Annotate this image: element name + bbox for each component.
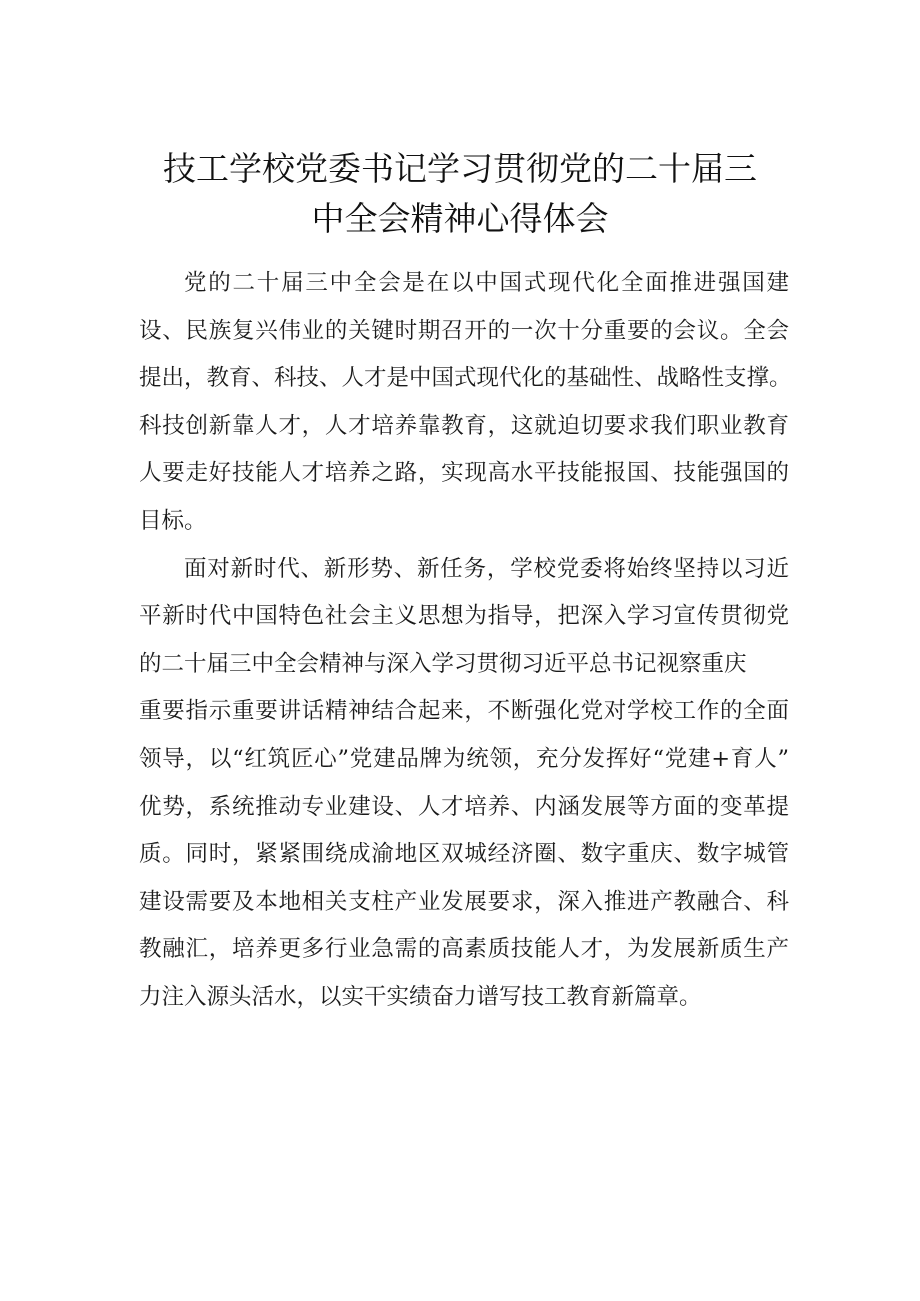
paragraph-1	[139, 260, 792, 546]
paragraph-line: 提出，教育、科技、人才是中国式现代化的基础性、战略性支撑。	[139, 365, 792, 392]
title-line: 中全会精神心得体会	[311, 199, 609, 238]
paragraph-line: 党的二十届三中全会是在以中国式现代化全面推进强国建	[184, 270, 789, 296]
title-line: 技工学校党委书记学习贯彻党的二十届三	[163, 149, 757, 188]
paragraph-line: 的二十届三中全会精神与深入学习贯彻习近平总书记视察重庆	[139, 650, 747, 677]
paragraph-line: 优势，系统推动专业建设、人才培养、内涵发展等方面的变革提	[139, 793, 789, 820]
paragraph-line: 设、民族复兴伟业的关键时期召开的一次十分重要的会议。全会	[139, 317, 789, 344]
paragraph-line: 教融汇，培养更多行业急需的高素质技能人才，为发展新质生产	[139, 936, 789, 963]
paragraph-line: 平新时代中国特色社会主义思想为指导，把深入学习宣传贯彻党	[139, 603, 789, 630]
paragraph-line: 目标。	[139, 507, 207, 534]
paragraph-2	[139, 546, 789, 1022]
document-title	[100, 144, 820, 244]
paragraph-line: 科技创新靠人才，人才培养靠教育，这就迫切要求我们职业教育	[139, 412, 789, 439]
paragraph-line: 质。同时，紧紧围绕成渝地区双城经济圈、数字重庆、数字城管	[139, 841, 789, 868]
paragraph-line: 面对新时代、新形势、新任务，学校党委将始终坚持以习近	[184, 555, 789, 582]
paragraph-line: 建设需要及本地相关支柱产业发展要求，深入推进产教融合、科	[139, 888, 789, 915]
paragraph-line: 力注入源头活水，以实干实绩奋力谱写技工教育新篇章。	[139, 983, 702, 1010]
paragraph-line: 人要走好技能人才培养之路，实现高水平技能报国、技能强国的	[139, 460, 789, 487]
paragraph-line: 领导，以“红筑匠心”党建品牌为统领，充分发挥好“党建+育人”	[139, 745, 789, 772]
document-body	[139, 260, 792, 1022]
paragraph-line: 重要指示重要讲话精神结合起来，不断强化党对学校工作的全面	[139, 698, 789, 725]
